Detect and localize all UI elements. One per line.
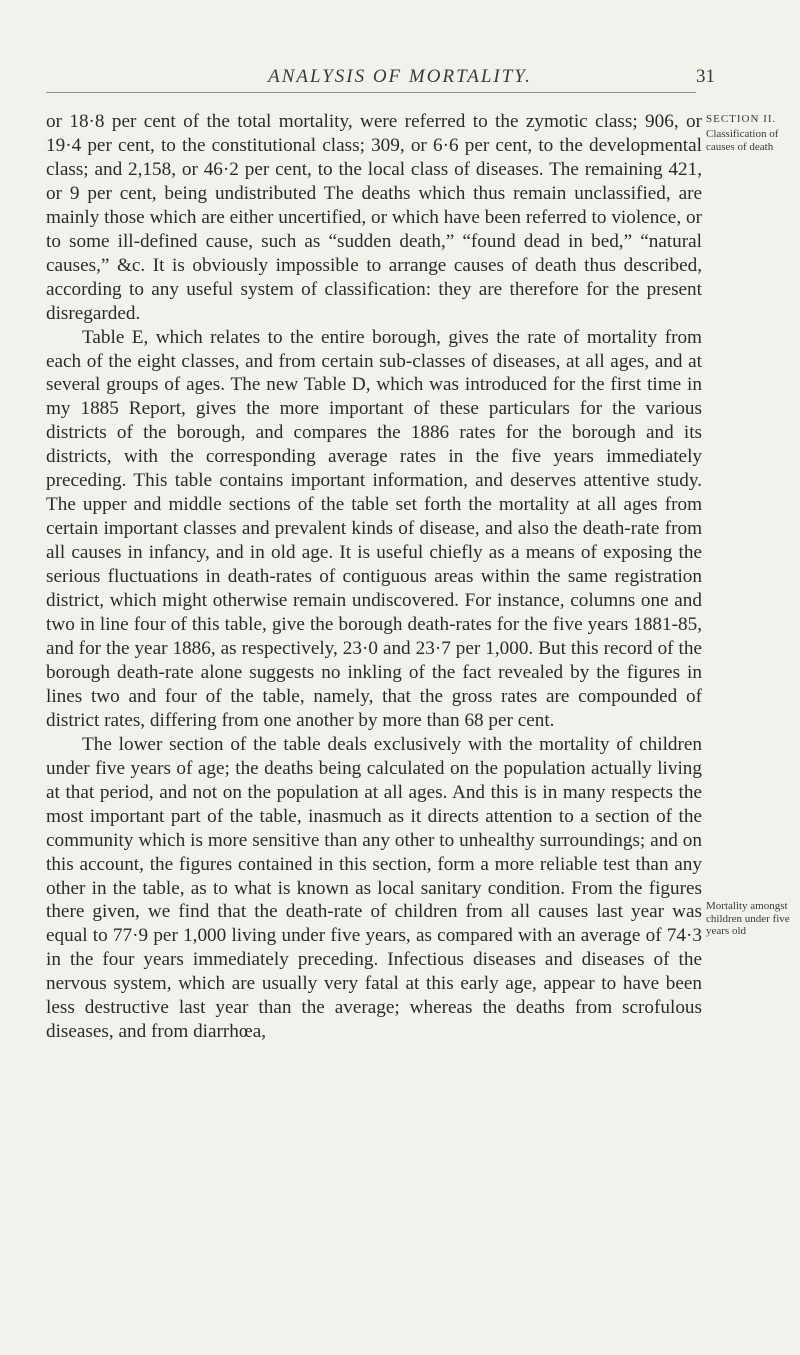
paragraph-2: Table E, which relates to the entire borough, gives the rate of mortality from each of the eight classes, and from certain sub-classes of diseases, at all ages, and at several groups of ages. The new Table D, which was introduced for the first time in my 1885 Report, gives the more important of these particulars for the various districts of the borough, and compares the 1886 rates for the borough and its districts, with the corresponding average rates in the five years immediately preceding. This table contains important information, and deserves attentive study. The upper and middle sections of the table set forth the mortality at all ages from certain important classes and prevalent kinds of disease, and also the death-rate from all causes in infancy, and in old age. It is useful chiefly as a means of exposing the serious fluctuations in death-rates of contiguous areas within the same registration district, which might otherwise remain undiscovered. For instance, columns one and two in line four of this table, give the borough death-rates for the five years 1881-85, and for the year 1886, as respectively, 23·0 and 23·7 per 1,000. But this record of the borough death-rate alone suggests no inkling of the fact revealed by the figures in lines two and four of the table, namely, that the gross rates are compounded of district rates, differing from one another by more than 68 per cent. xyxy=(46,326,702,731)
margin-note-classification: Classification of causes of death xyxy=(706,128,779,153)
paragraph-1: or 18·8 per cent of the total mortality, were referred to the zymotic class; 906, or 19·4 per cent, to the constitutional class; 309, or 6·6 per cent, to the developmental class; and 2,158, or 46·2 per cent, to the local class of diseases. The remaining 421, or 9 per cent, being undistributed The deaths which thus remain unclassified, are mainly those which are either uncertified, or which have been referred to violence, or to some ill-defined cause, such as “sudden death,” “found dead in bed,” “natural causes,” &c. It is obviously impossible to arrange causes of death thus described, according to any useful system of classification: they are therefore for the present disregarded. xyxy=(46,111,702,324)
page-number: 31 xyxy=(696,66,715,87)
margin-note-mortality: Mortality amongst children under five years old xyxy=(706,900,790,937)
running-title: ANALYSIS OF MORTALITY. xyxy=(268,66,532,87)
body-text xyxy=(46,110,702,1044)
paragraph-3: The lower section of the table deals exclusively with the mortality of children under five years of age; the deaths being calculated on the population actually living at that period, and not on the population at all ages. And this is in many respects the most important part of the table, inasmuch as it directs attention to a section of the community which is more sensitive than any other to unhealthy surroundings; and on this account, the figures contained in this section, form a more reliable test than any other in the table, as to what is known as local sanitary condition. From the figures there given, we find that the death-rate of children from all causes last year was equal to 77·9 per 1,000 living under five years, as compared with an average of 74·3 in the four years immediately preceding. Infectious diseases and diseases of the nervous system, which are usually very fatal at this early age, appear to have been less destructive last year than the average; whereas the deaths from scrofulous diseases, and from diarrhœa, xyxy=(46,733,702,1043)
margin-note-section: SECTION II. xyxy=(706,113,777,125)
header-rule xyxy=(46,92,696,93)
